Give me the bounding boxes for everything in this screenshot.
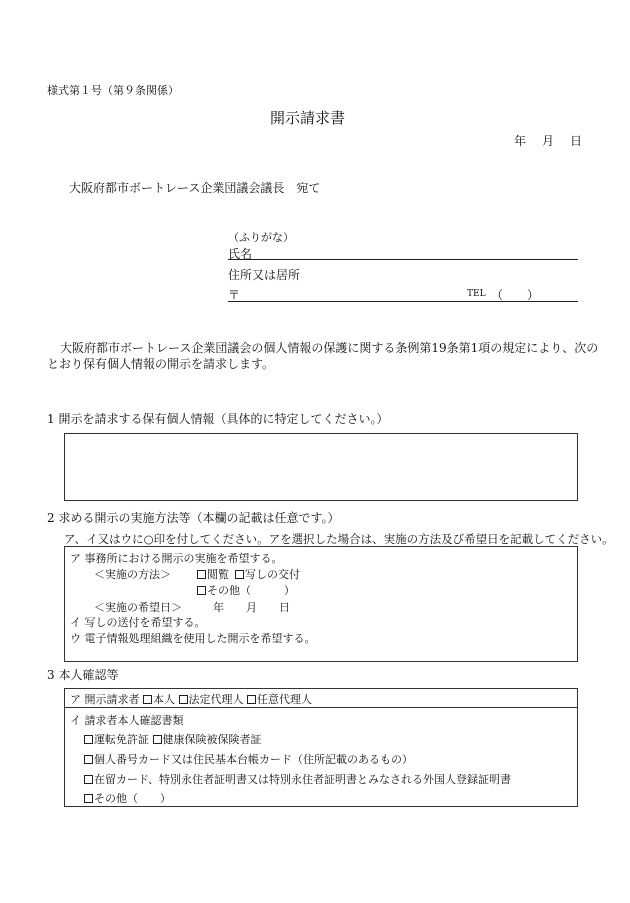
page-title: 開示請求書 — [270, 109, 346, 127]
addressee: 大阪府都市ボートレース企業団議会議長 宛て — [69, 181, 321, 195]
tel-parens: （ ） — [491, 288, 540, 302]
doc-row-3 — [84, 771, 511, 787]
address-field[interactable] — [228, 301, 578, 302]
date-month: 月 — [542, 134, 555, 148]
doc-row-4 — [84, 790, 171, 806]
doc-row-2 — [84, 751, 413, 767]
option-a[interactable]: ア 事務所における開示の実施を希望する。 — [70, 552, 283, 565]
checkbox-icon[interactable] — [235, 570, 244, 579]
date-label: ＜実施の希望日＞ — [94, 601, 182, 614]
checkbox-icon[interactable] — [143, 695, 152, 704]
intro-line-2: とおり保有個人情報の開示を請求します。 — [47, 357, 275, 371]
postal-mark: 〒 — [228, 288, 241, 302]
checkbox-icon[interactable] — [197, 570, 206, 579]
checkbox-icon[interactable] — [179, 695, 188, 704]
address-label: 住所又は居所 — [228, 268, 301, 282]
method-other[interactable] — [197, 582, 295, 598]
intro-line-1: 大阪府都市ボートレース企業団議会の個人情報の保護に関する条例第19条第1項の規定により、次の — [60, 341, 599, 355]
method-copy[interactable] — [235, 566, 300, 582]
form-id: 様式第１号（第９条関係） — [47, 84, 179, 97]
checkbox-icon[interactable] — [84, 794, 93, 803]
doc-other: その他（ ） — [94, 792, 171, 805]
checkbox-icon[interactable] — [84, 755, 93, 764]
method-other-label: その他（ ） — [207, 584, 295, 597]
requester-self: 本人 — [153, 693, 175, 706]
docs-heading: イ 請求者本人確認書類 — [70, 714, 184, 727]
doc-residence: 在留カード、特別永住者証明書又は特別永住者証明書とみなされる外国人登録証明書 — [94, 773, 512, 786]
name-field[interactable] — [228, 259, 578, 260]
date-fields — [514, 132, 582, 149]
name-label: 氏名 — [228, 247, 253, 261]
checkbox-icon[interactable] — [84, 735, 93, 744]
doc-license: 運転免許証 — [94, 733, 149, 746]
date-day: 日 — [570, 134, 583, 148]
checkbox-icon[interactable] — [197, 586, 206, 595]
tel-label: TEL — [467, 289, 486, 299]
date-year: 年 — [514, 134, 527, 148]
method-view[interactable] — [197, 566, 229, 582]
doc-insurance: 健康保険被保険者証 — [162, 733, 262, 746]
method-copy-label: 写しの交付 — [245, 568, 300, 581]
checkbox-icon[interactable] — [153, 735, 162, 744]
requester-voluntary: 任意代理人 — [257, 693, 312, 706]
checkbox-icon[interactable] — [84, 775, 93, 784]
option-i[interactable]: イ 写しの送付を希望する。 — [70, 616, 206, 629]
identity-box — [64, 688, 578, 807]
section2-heading: 2 求める開示の実施方法等（本欄の記載は任意です。） — [47, 511, 340, 525]
furigana-label: （ふりがな） — [228, 231, 294, 244]
method-label: ＜実施の方法＞ — [94, 568, 171, 581]
row-divider — [65, 707, 577, 708]
preferred-date[interactable]: 年 月 日 — [213, 601, 290, 614]
requester-label: ア 開示請求者 — [70, 693, 140, 706]
requester-row — [70, 691, 312, 707]
doc-row-1 — [84, 731, 262, 747]
doc-mynumber: 個人番号カード又は住民基本台帳カード（住所記載のあるもの） — [94, 753, 413, 766]
method-view-label: 閲覧 — [207, 568, 229, 581]
requested-info-box[interactable] — [64, 433, 578, 501]
section1-heading: 1 開示を請求する保有個人情報（具体的に特定してください。） — [47, 412, 389, 426]
checkbox-icon[interactable] — [247, 695, 256, 704]
option-u[interactable]: ウ 電子情報処理組織を使用した開示を希望する。 — [70, 632, 316, 645]
section2-note: ア、イ又はウに○印を付してください。アを選択した場合は、実施の方法及び希望日を記載してください。 — [64, 532, 614, 546]
section3-heading: 3 本人確認等 — [47, 668, 119, 682]
requester-legal: 法定代理人 — [188, 693, 244, 706]
method-box — [64, 546, 578, 662]
